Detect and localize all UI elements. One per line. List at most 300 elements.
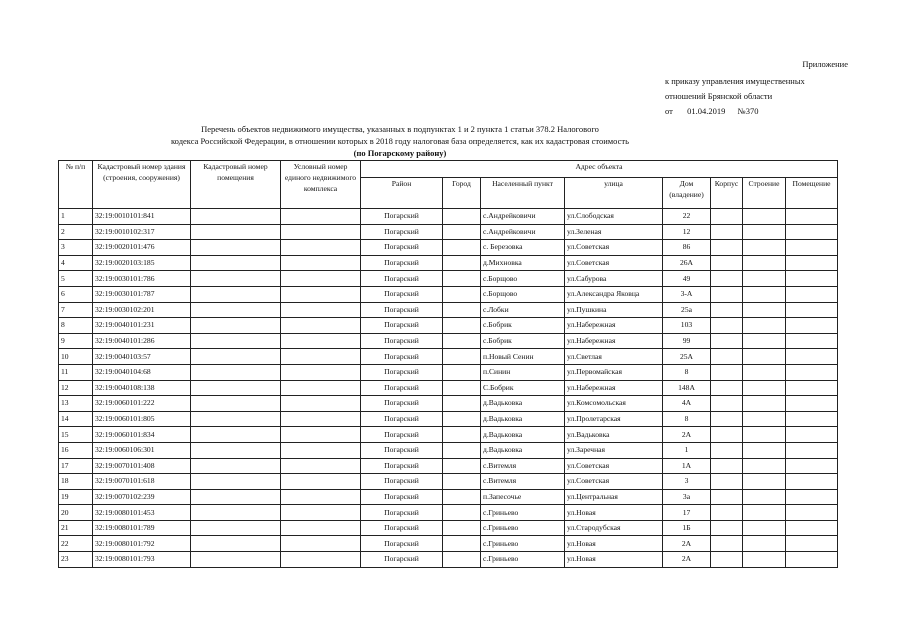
row-number: 14 [59,411,93,427]
table-row [59,411,838,427]
complex-number-cell [281,505,361,521]
row-number: 18 [59,474,93,490]
settlement-cell: с.Андрейковичи [481,224,565,240]
building-cadastral-cell: 32:19:0040101:231 [93,318,191,334]
building-cadastral-cell: 32:19:0040101:286 [93,333,191,349]
room-cadastral-cell [191,364,281,380]
complex-number-cell [281,536,361,552]
house-cell: 17 [663,505,711,521]
row-number: 7 [59,302,93,318]
district-cell: Погарский [361,271,443,287]
complex-number-cell [281,442,361,458]
district-cell: Погарский [361,552,443,568]
settlement-cell: с.Андрейковичи [481,209,565,225]
table-row [59,364,838,380]
room-cell [786,364,838,380]
settlement-cell: с.Витемля [481,458,565,474]
row-number: 19 [59,489,93,505]
table-row [59,458,838,474]
corpus-cell [711,474,743,490]
room-cell [786,286,838,302]
heading-line-1: Перечень объектов недвижимого имущества, указанных в подпунктах 1 и 2 пункта 1 статьи 378.2 Налогового [201,124,599,134]
building-cadastral-cell: 32:19:0040108:138 [93,380,191,396]
complex-number-cell [281,224,361,240]
district-cell: Погарский [361,520,443,536]
room-cell [786,271,838,287]
district-cell: Погарский [361,302,443,318]
street-cell: ул.Новая [565,536,663,552]
settlement-cell: с.Бобрик [481,318,565,334]
row-number: 1 [59,209,93,225]
corpus-cell [711,505,743,521]
street-cell: ул.Центральная [565,489,663,505]
structure-cell [743,333,786,349]
house-cell: 1Б [663,520,711,536]
header-city: Город [443,178,481,209]
building-cadastral-cell: 32:19:0060106:301 [93,442,191,458]
property-table [58,160,838,568]
table-row [59,396,838,412]
room-cadastral-cell [191,458,281,474]
building-cadastral-cell: 32:19:0020101:476 [93,240,191,256]
street-cell: ул.Александра Яковца [565,286,663,302]
house-cell: 49 [663,271,711,287]
room-cell [786,458,838,474]
appendix-date-line [665,104,895,119]
document-heading [120,123,680,159]
city-cell [443,442,481,458]
city-cell [443,427,481,443]
corpus-cell [711,286,743,302]
house-cell: 2А [663,427,711,443]
room-cadastral-cell [191,255,281,271]
street-cell: ул.Первомайская [565,364,663,380]
street-cell: ул.Советская [565,255,663,271]
structure-cell [743,552,786,568]
table-row [59,209,838,225]
house-cell: 99 [663,333,711,349]
district-cell: Погарский [361,458,443,474]
room-cadastral-cell [191,302,281,318]
room-cell [786,474,838,490]
city-cell [443,364,481,380]
settlement-cell: п.Новый Сенин [481,349,565,365]
complex-number-cell [281,474,361,490]
city-cell [443,209,481,225]
district-cell: Погарский [361,396,443,412]
room-cadastral-cell [191,286,281,302]
district-cell: Погарский [361,474,443,490]
city-cell [443,505,481,521]
structure-cell [743,380,786,396]
order-number: №370 [737,106,759,116]
street-cell: ул.Заречная [565,442,663,458]
settlement-cell: с.Гриньево [481,505,565,521]
header-street: улица [565,178,663,209]
settlement-cell: п.Запесочье [481,489,565,505]
room-cadastral-cell [191,318,281,334]
city-cell [443,458,481,474]
house-cell: 3-А [663,286,711,302]
structure-cell [743,364,786,380]
building-cadastral-cell: 32:19:0010101:841 [93,209,191,225]
city-cell [443,474,481,490]
building-cadastral-cell: 32:19:0020103:185 [93,255,191,271]
room-cadastral-cell [191,209,281,225]
district-cell: Погарский [361,364,443,380]
street-cell: ул.Набережная [565,333,663,349]
room-cadastral-cell [191,489,281,505]
structure-cell [743,349,786,365]
table-row [59,442,838,458]
street-cell: ул.Новая [565,505,663,521]
street-cell: ул.Вадьковка [565,427,663,443]
room-cell [786,318,838,334]
room-cadastral-cell [191,224,281,240]
district-cell: Погарский [361,505,443,521]
building-cadastral-cell: 32:19:0080101:453 [93,505,191,521]
city-cell [443,224,481,240]
room-cadastral-cell [191,380,281,396]
structure-cell [743,474,786,490]
structure-cell [743,396,786,412]
street-cell: ул.Слободская [565,209,663,225]
city-cell [443,318,481,334]
complex-number-cell [281,489,361,505]
structure-cell [743,442,786,458]
table-row [59,505,838,521]
city-cell [443,302,481,318]
complex-number-cell [281,364,361,380]
room-cadastral-cell [191,240,281,256]
room-cell [786,489,838,505]
settlement-cell: п.Синин [481,364,565,380]
room-cadastral-cell [191,333,281,349]
table-row [59,474,838,490]
complex-number-cell [281,458,361,474]
house-cell: 1А [663,458,711,474]
table-row [59,520,838,536]
complex-number-cell [281,333,361,349]
city-cell [443,240,481,256]
corpus-cell [711,489,743,505]
row-number: 16 [59,442,93,458]
corpus-cell [711,411,743,427]
settlement-cell: С.Бобрик [481,380,565,396]
building-cadastral-cell: 32:19:0030101:787 [93,286,191,302]
city-cell [443,411,481,427]
house-cell: 1 [663,442,711,458]
corpus-cell [711,271,743,287]
corpus-cell [711,209,743,225]
corpus-cell [711,364,743,380]
district-cell: Погарский [361,240,443,256]
room-cell [786,536,838,552]
room-cell [786,302,838,318]
street-cell: ул.Набережная [565,380,663,396]
structure-cell [743,536,786,552]
room-cell [786,427,838,443]
district-cell: Погарский [361,318,443,334]
row-number: 15 [59,427,93,443]
building-cadastral-cell: 32:19:0060101:222 [93,396,191,412]
settlement-cell: с.Витемля [481,474,565,490]
room-cell [786,442,838,458]
structure-cell [743,286,786,302]
house-cell: 2А [663,552,711,568]
house-cell: 148А [663,380,711,396]
date-prefix: от [665,106,673,116]
complex-number-cell [281,520,361,536]
complex-number-cell [281,240,361,256]
city-cell [443,552,481,568]
street-cell: ул.Советская [565,474,663,490]
room-cadastral-cell [191,520,281,536]
city-cell [443,520,481,536]
room-cell [786,333,838,349]
table-row [59,271,838,287]
district-cell: Погарский [361,255,443,271]
building-cadastral-cell: 32:19:0080101:789 [93,520,191,536]
header-room: Помещение [786,178,838,209]
row-number: 17 [59,458,93,474]
house-cell: 86 [663,240,711,256]
street-cell: ул.Комсомольская [565,396,663,412]
house-cell: 103 [663,318,711,334]
building-cadastral-cell: 32:19:0080101:793 [93,552,191,568]
house-cell: 22 [663,209,711,225]
corpus-cell [711,458,743,474]
settlement-cell: с.Гриньево [481,536,565,552]
complex-number-cell [281,209,361,225]
row-number: 21 [59,520,93,536]
header-structure: Строение [743,178,786,209]
complex-number-cell [281,380,361,396]
row-number: 10 [59,349,93,365]
table-row [59,333,838,349]
table-row [59,427,838,443]
street-cell: ул.Сабурова [565,271,663,287]
complex-number-cell [281,411,361,427]
city-cell [443,396,481,412]
settlement-cell: с.Бобрик [481,333,565,349]
building-cadastral-cell: 32:19:0030101:786 [93,271,191,287]
row-number: 5 [59,271,93,287]
corpus-cell [711,349,743,365]
header-num: № п/п [59,161,93,209]
settlement-cell: с.Гриньево [481,552,565,568]
appendix-authority-line: отношений Брянской области [665,91,773,101]
table-row [59,349,838,365]
house-cell: 8 [663,364,711,380]
room-cell [786,380,838,396]
header-address: Адрес объекта [361,161,838,178]
district-cell: Погарский [361,286,443,302]
settlement-cell: д.Вадьковка [481,396,565,412]
header-room-cadastral: Кадастровый номер помещения [191,161,281,209]
complex-number-cell [281,255,361,271]
city-cell [443,255,481,271]
corpus-cell [711,427,743,443]
city-cell [443,271,481,287]
room-cadastral-cell [191,396,281,412]
city-cell [443,380,481,396]
complex-number-cell [281,552,361,568]
building-cadastral-cell: 32:19:0040103:57 [93,349,191,365]
table-row [59,318,838,334]
settlement-cell: с.Борщово [481,286,565,302]
structure-cell [743,302,786,318]
structure-cell [743,505,786,521]
room-cell [786,411,838,427]
header-building-cadastral: Кадастровый номер здания (строения, сооружения) [93,161,191,209]
house-cell: 25а [663,302,711,318]
building-cadastral-cell: 32:19:0070101:618 [93,474,191,490]
header-district: Район [361,178,443,209]
house-cell: 12 [663,224,711,240]
row-number: 6 [59,286,93,302]
corpus-cell [711,552,743,568]
house-cell: 26А [663,255,711,271]
row-number: 13 [59,396,93,412]
order-date: 01.04.2019 [687,106,726,116]
building-cadastral-cell: 32:19:0030102:201 [93,302,191,318]
house-cell: 2А [663,536,711,552]
house-cell: 8 [663,411,711,427]
structure-cell [743,271,786,287]
corpus-cell [711,302,743,318]
structure-cell [743,224,786,240]
street-cell: ул.Набережная [565,318,663,334]
table-row [59,224,838,240]
structure-cell [743,520,786,536]
complex-number-cell [281,349,361,365]
appendix-title: Приложение [802,59,848,69]
district-cell: Погарский [361,411,443,427]
district-cell: Погарский [361,349,443,365]
corpus-cell [711,442,743,458]
heading-line-2: кодекса Российской Федерации, в отношении которых в 2018 году налоговая база определяется, как их кадастровая стоимость [170,136,629,146]
city-cell [443,489,481,505]
settlement-cell: с.Борщово [481,271,565,287]
structure-cell [743,489,786,505]
row-number: 9 [59,333,93,349]
room-cadastral-cell [191,411,281,427]
row-number: 2 [59,224,93,240]
district-cell: Погарский [361,333,443,349]
room-cadastral-cell [191,427,281,443]
appendix-order-line: к приказу управления имущественных [665,76,805,86]
district-cell: Погарский [361,380,443,396]
corpus-cell [711,536,743,552]
settlement-cell: д.Вадьковка [481,442,565,458]
district-cell: Погарский [361,427,443,443]
corpus-cell [711,224,743,240]
heading-district: (по Погарскому району) [353,148,447,158]
building-cadastral-cell: 32:19:0080101:792 [93,536,191,552]
structure-cell [743,255,786,271]
header-house: Дом (владение) [663,178,711,209]
street-cell: ул.Светлая [565,349,663,365]
building-cadastral-cell: 32:19:0040104:68 [93,364,191,380]
corpus-cell [711,240,743,256]
settlement-cell: д.Вадьковка [481,411,565,427]
street-cell: ул.Зеленая [565,224,663,240]
room-cell [786,224,838,240]
table-row [59,552,838,568]
room-cell [786,255,838,271]
corpus-cell [711,380,743,396]
settlement-cell: д.Михновка [481,255,565,271]
room-cell [786,349,838,365]
row-number: 22 [59,536,93,552]
street-cell: ул.Советская [565,458,663,474]
room-cadastral-cell [191,536,281,552]
row-number: 20 [59,505,93,521]
district-cell: Погарский [361,209,443,225]
room-cell [786,520,838,536]
room-cell [786,552,838,568]
city-cell [443,286,481,302]
table-row [59,380,838,396]
header-corpus: Корпус [711,178,743,209]
building-cadastral-cell: 32:19:0060101:834 [93,427,191,443]
settlement-cell: с. Березовка [481,240,565,256]
street-cell: ул.Пушкина [565,302,663,318]
complex-number-cell [281,427,361,443]
room-cadastral-cell [191,474,281,490]
complex-number-cell [281,302,361,318]
table-row [59,489,838,505]
complex-number-cell [281,318,361,334]
house-cell: 4А [663,396,711,412]
settlement-cell: с.Лобки [481,302,565,318]
district-cell: Погарский [361,489,443,505]
building-cadastral-cell: 32:19:0070101:408 [93,458,191,474]
room-cadastral-cell [191,552,281,568]
district-cell: Погарский [361,442,443,458]
table-row [59,536,838,552]
street-cell: ул.Стародубская [565,520,663,536]
street-cell: ул.Советская [565,240,663,256]
house-cell: 3а [663,489,711,505]
district-cell: Погарский [361,536,443,552]
settlement-cell: с.Гриньево [481,520,565,536]
room-cadastral-cell [191,349,281,365]
table-row [59,286,838,302]
street-cell: ул.Пролетарская [565,411,663,427]
room-cadastral-cell [191,271,281,287]
structure-cell [743,318,786,334]
corpus-cell [711,333,743,349]
city-cell [443,536,481,552]
row-number: 3 [59,240,93,256]
district-cell: Погарский [361,224,443,240]
building-cadastral-cell: 32:19:0070102:239 [93,489,191,505]
structure-cell [743,209,786,225]
table-row [59,302,838,318]
room-cell [786,505,838,521]
structure-cell [743,458,786,474]
building-cadastral-cell: 32:19:0060101:805 [93,411,191,427]
table-row [59,240,838,256]
city-cell [443,349,481,365]
structure-cell [743,240,786,256]
header-settlement: Населенный пункт [481,178,565,209]
room-cell [786,240,838,256]
header-complex-number: Условный номер единого недвижимого комплекса [281,161,361,209]
corpus-cell [711,396,743,412]
